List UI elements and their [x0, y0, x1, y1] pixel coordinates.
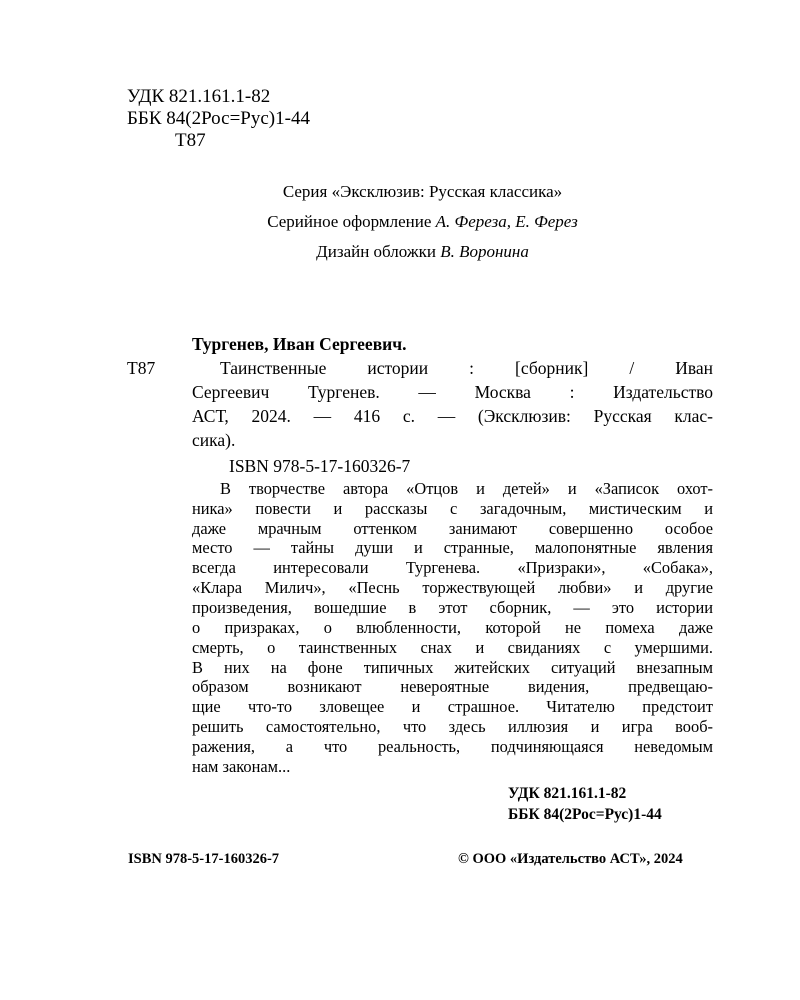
- record-mark: Т87: [127, 358, 156, 378]
- description-line-3: АСТ, 2024. — 416 с. — (Эксклюзив: Русская клас-: [192, 406, 713, 426]
- annotation-line-3: даже мрачным оттенком занимают совершенно особое: [192, 519, 713, 538]
- annotation-line-11: образом возникают невероятные видения, предвещаю-: [192, 677, 713, 696]
- annotation-line-10: В них на фоне типичных житейских ситуаций внезапным: [192, 658, 713, 677]
- udk-code-bottom: УДК 821.161.1-82: [508, 785, 627, 802]
- annotation-line-14: ражения, а что реальность, подчиняющаяся неведомым: [192, 737, 713, 756]
- annotation-line-13: решить самостоятельно, что здесь иллюзия и игра вооб-: [192, 717, 713, 736]
- annotation-line-12: щие что-то зловещее и страшное. Читателю предстоит: [192, 697, 713, 716]
- cover-design-name: В. Воронина: [440, 242, 529, 261]
- series-design-label: Серийное оформление: [267, 212, 432, 231]
- series-design-names: А. Фереза, Е. Ферез: [435, 212, 578, 231]
- cover-design-credit: [0, 242, 800, 262]
- footer-copyright: © ООО «Издательство АСТ», 2024: [458, 851, 683, 867]
- annotation-line-5: всегда интересовали Тургенева. «Призраки», «Собака»,: [192, 558, 713, 577]
- series-title: Серия «Эксклюзив: Русская классика»: [282, 182, 563, 201]
- author-heading: Тургенев, Иван Сергеевич.: [192, 334, 407, 354]
- annotation-line-9: смерть, о таинственных снах и свиданиях с умершими.: [192, 638, 713, 657]
- footer-isbn: ISBN 978-5-17-160326-7: [128, 851, 280, 867]
- description-line-2: Сергеевич Тургенев. — Москва : Издательство: [192, 382, 713, 402]
- author-mark: Т87: [175, 130, 206, 151]
- isbn-record: ISBN 978-5-17-160326-7: [229, 456, 411, 476]
- annotation-line-8: о призраках, о влюбленности, которой не помеха даже: [192, 618, 713, 637]
- cover-design-label: Дизайн обложки: [316, 242, 436, 261]
- annotation-line-1: В творчестве автора «Отцов и детей» и «Записок охот-: [220, 479, 713, 498]
- udk-code: УДК 821.161.1-82: [127, 86, 271, 107]
- bbk-code-bottom: ББК 84(2Рос=Рус)1-44: [508, 806, 662, 823]
- bbk-code: ББК 84(2Рос=Рус)1-44: [127, 108, 310, 129]
- description-line-1: Таинственные истории : [сборник] / Иван: [220, 358, 713, 378]
- annotation-line-4: место — тайны души и странные, малопонятные явления: [192, 538, 713, 557]
- annotation-line-15: нам законам...: [192, 757, 291, 776]
- annotation-line-6: «Клара Милич», «Песнь торжествующей любви» и другие: [192, 578, 713, 597]
- annotation-line-2: ника» повести и рассказы с загадочным, мистическим и: [192, 499, 713, 518]
- description-line-4: сика).: [192, 430, 236, 450]
- annotation-line-7: произведения, вошедшие в этот сборник, — это истории: [192, 598, 713, 617]
- series-design-credit: [0, 212, 800, 232]
